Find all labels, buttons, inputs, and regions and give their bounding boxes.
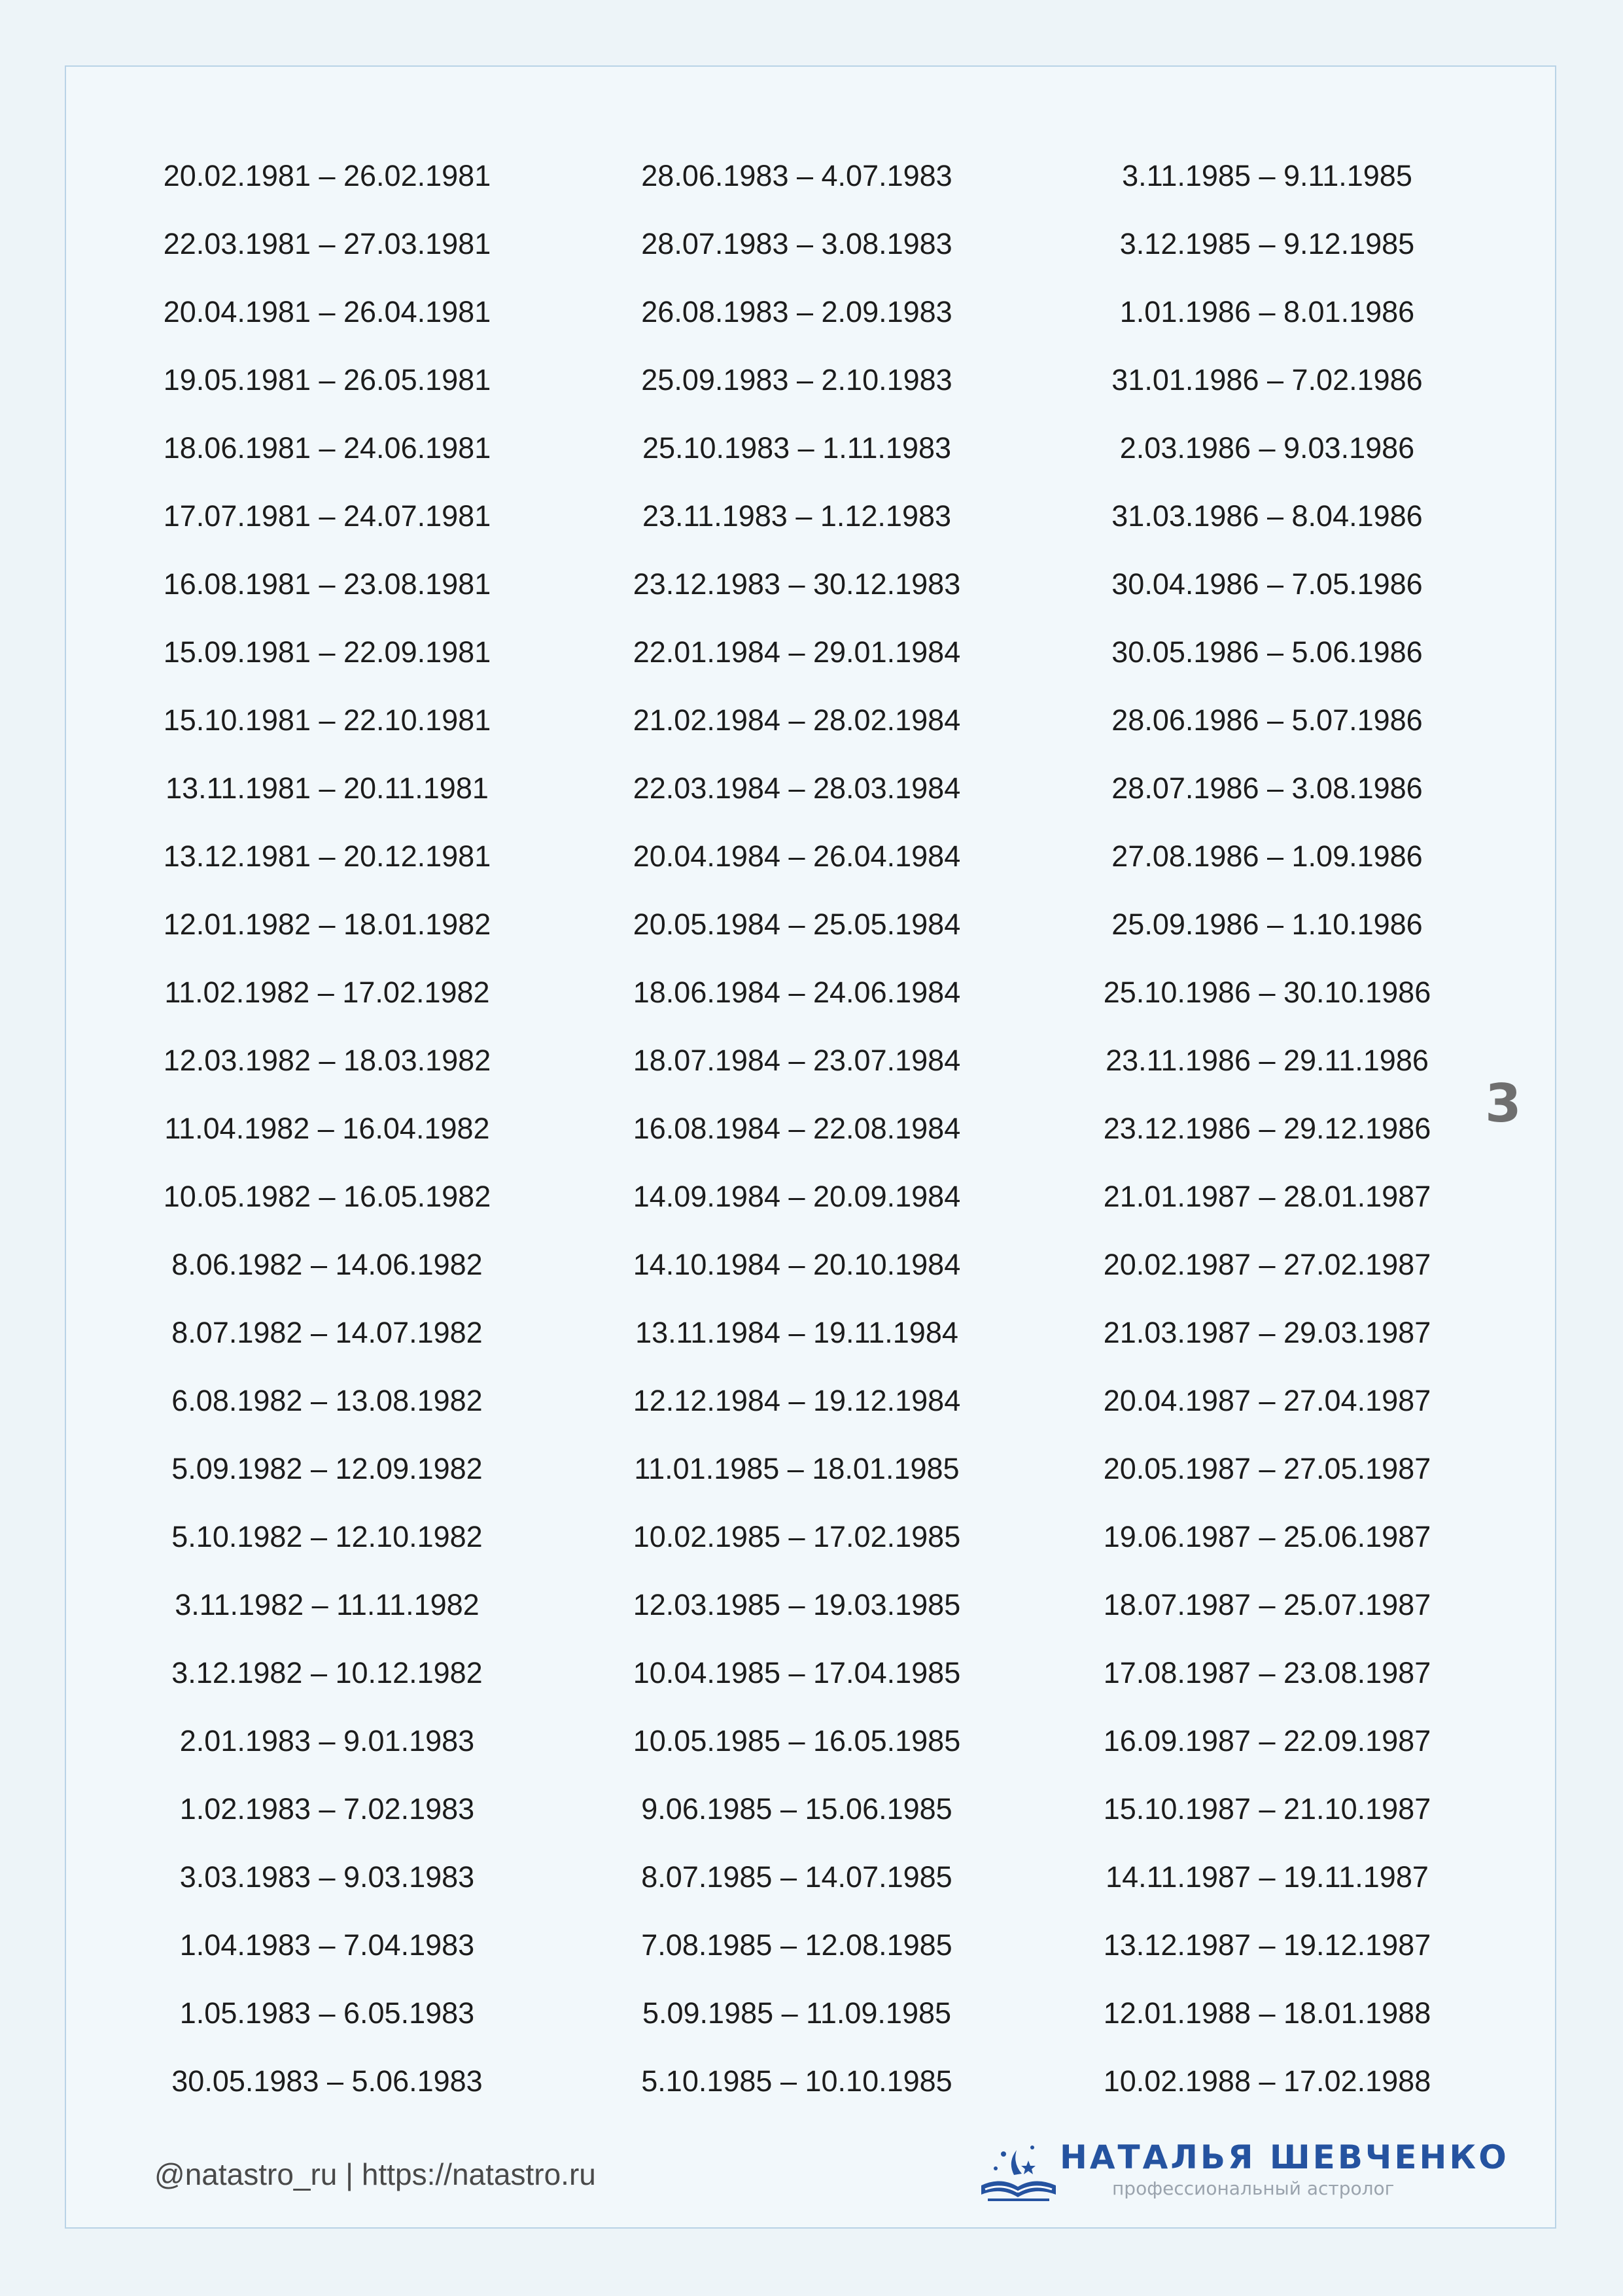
- date-range-row: [1038, 1900, 1496, 1968]
- date-range-text: 2.01.1983 – 9.01.1983: [179, 1724, 475, 1757]
- date-range-row: [568, 675, 1026, 743]
- date-range-row: [568, 1492, 1026, 1560]
- date-range-row: [1038, 1016, 1496, 1084]
- date-range-text: 31.03.1986 – 8.04.1986: [1111, 499, 1423, 533]
- date-range-text: 22.03.1981 – 27.03.1981: [163, 227, 491, 260]
- date-range-text: 15.10.1981 – 22.10.1981: [163, 703, 491, 737]
- date-range-text: 18.07.1984 – 23.07.1984: [633, 1044, 961, 1077]
- date-range-text: 23.12.1986 – 29.12.1986: [1103, 1112, 1431, 1145]
- date-range-row: [1038, 1288, 1496, 1356]
- date-range-row: [1038, 335, 1496, 403]
- date-range-text: 13.11.1984 – 19.11.1984: [635, 1316, 958, 1349]
- date-range-row: [568, 403, 1026, 471]
- date-range-row: [98, 267, 556, 335]
- date-range-row: [98, 131, 556, 199]
- date-range-row: [1038, 1152, 1496, 1220]
- date-range-text: 7.08.1985 – 12.08.1985: [641, 1928, 952, 1962]
- date-range-row: [98, 1968, 556, 2036]
- date-range-text: 28.07.1983 – 3.08.1983: [641, 227, 952, 260]
- date-range-row: [1038, 1628, 1496, 1696]
- date-range-text: 13.12.1987 – 19.12.1987: [1103, 1928, 1431, 1962]
- date-range-row: [1038, 947, 1496, 1016]
- date-range-text: 21.01.1987 – 28.01.1987: [1103, 1180, 1431, 1213]
- date-range-text: 18.06.1984 – 24.06.1984: [633, 976, 961, 1009]
- date-range-text: 10.02.1988 – 17.02.1988: [1103, 2064, 1431, 2098]
- date-range-text: 12.12.1984 – 19.12.1984: [633, 1384, 961, 1417]
- date-range-row: [98, 743, 556, 811]
- date-range-text: 6.08.1982 – 13.08.1982: [171, 1384, 483, 1417]
- date-range-text: 30.04.1986 – 7.05.1986: [1111, 567, 1423, 601]
- date-range-row: [568, 947, 1026, 1016]
- date-range-text: 28.06.1983 – 4.07.1983: [641, 159, 952, 192]
- date-range-row: [568, 539, 1026, 607]
- date-range-text: 14.11.1987 – 19.11.1987: [1106, 1860, 1429, 1894]
- date-range-text: 20.04.1984 – 26.04.1984: [633, 839, 961, 873]
- date-range-row: [1038, 743, 1496, 811]
- brand-logo: [976, 2134, 1509, 2206]
- date-range-row: [568, 131, 1026, 199]
- date-range-row: [568, 471, 1026, 539]
- date-range-text: 26.08.1983 – 2.09.1983: [641, 295, 952, 328]
- date-range-text: 1.01.1986 – 8.01.1986: [1119, 295, 1415, 328]
- date-range-row: [1038, 1424, 1496, 1492]
- date-range-row: [1038, 811, 1496, 879]
- date-range-row: [568, 1968, 1026, 2036]
- date-range-text: 23.11.1986 – 29.11.1986: [1106, 1044, 1429, 1077]
- date-range-row: [98, 539, 556, 607]
- date-range-row: [98, 1424, 556, 1492]
- open-book-logo-icon: [976, 2134, 1062, 2206]
- date-range-row: [98, 403, 556, 471]
- date-range-text: 21.03.1987 – 29.03.1987: [1103, 1316, 1431, 1349]
- date-range-row: [1038, 1492, 1496, 1560]
- date-range-row: [98, 1356, 556, 1424]
- date-range-text: 10.05.1982 – 16.05.1982: [163, 1180, 491, 1213]
- date-range-row: [568, 2036, 1026, 2104]
- date-range-text: 5.10.1985 – 10.10.1985: [641, 2064, 952, 2098]
- date-range-text: 25.10.1983 – 1.11.1983: [642, 431, 952, 465]
- date-range-text: 1.04.1983 – 7.04.1983: [179, 1928, 475, 1962]
- date-range-row: [568, 743, 1026, 811]
- date-range-row: [1038, 675, 1496, 743]
- date-range-text: 25.10.1986 – 30.10.1986: [1103, 976, 1431, 1009]
- date-range-row: [568, 335, 1026, 403]
- brand-subtitle: профессиональный астролог: [1112, 2178, 1395, 2199]
- date-range-row: [1038, 403, 1496, 471]
- date-range-row: [1038, 539, 1496, 607]
- date-range-column-1: [98, 131, 556, 2104]
- date-range-row: [1038, 1084, 1496, 1152]
- date-range-text: 3.11.1985 – 9.11.1985: [1122, 159, 1412, 192]
- date-range-row: [1038, 1220, 1496, 1288]
- date-range-text: 5.10.1982 – 12.10.1982: [171, 1520, 483, 1553]
- date-range-row: [1038, 1764, 1496, 1832]
- date-range-text: 14.10.1984 – 20.10.1984: [633, 1248, 961, 1281]
- date-range-row: [1038, 1832, 1496, 1900]
- date-range-row: [98, 811, 556, 879]
- date-range-row: [568, 1560, 1026, 1628]
- date-range-row: [98, 199, 556, 267]
- date-range-row: [98, 335, 556, 403]
- date-range-text: 23.11.1983 – 1.12.1983: [642, 499, 952, 533]
- date-range-text: 8.07.1982 – 14.07.1982: [171, 1316, 483, 1349]
- date-range-column-2: [568, 131, 1026, 2104]
- date-range-text: 10.02.1985 – 17.02.1985: [633, 1520, 961, 1553]
- date-range-row: [98, 1832, 556, 1900]
- date-range-text: 10.05.1985 – 16.05.1985: [633, 1724, 961, 1757]
- date-range-row: [1038, 607, 1496, 675]
- date-range-text: 11.01.1985 – 18.01.1985: [634, 1452, 960, 1485]
- date-range-row: [568, 1628, 1026, 1696]
- date-range-text: 19.06.1987 – 25.06.1987: [1103, 1520, 1431, 1553]
- date-range-text: 22.01.1984 – 29.01.1984: [633, 635, 961, 669]
- date-range-row: [98, 1288, 556, 1356]
- date-range-row: [568, 1084, 1026, 1152]
- date-range-text: 20.05.1984 – 25.05.1984: [633, 908, 961, 941]
- date-range-text: 13.12.1981 – 20.12.1981: [163, 839, 491, 873]
- date-range-text: 1.05.1983 – 6.05.1983: [179, 1996, 475, 2030]
- date-range-text: 8.06.1982 – 14.06.1982: [171, 1248, 483, 1281]
- date-range-text: 12.03.1982 – 18.03.1982: [163, 1044, 491, 1077]
- date-range-row: [98, 2036, 556, 2104]
- date-range-text: 12.01.1988 – 18.01.1988: [1103, 1996, 1431, 2030]
- date-range-text: 3.12.1985 – 9.12.1985: [1119, 227, 1415, 260]
- date-range-text: 10.04.1985 – 17.04.1985: [633, 1656, 961, 1689]
- date-range-text: 2.03.1986 – 9.03.1986: [1119, 431, 1415, 465]
- date-range-row: [1038, 1968, 1496, 2036]
- date-range-text: 12.03.1985 – 19.03.1985: [633, 1588, 961, 1621]
- date-range-text: 16.08.1981 – 23.08.1981: [163, 567, 491, 601]
- date-range-row: [1038, 1356, 1496, 1424]
- date-range-text: 11.04.1982 – 16.04.1982: [164, 1112, 490, 1145]
- date-range-text: 21.02.1984 – 28.02.1984: [633, 703, 961, 737]
- page-number: 3: [1485, 1073, 1522, 1134]
- date-range-text: 20.02.1987 – 27.02.1987: [1103, 1248, 1431, 1281]
- date-range-text: 12.01.1982 – 18.01.1982: [163, 908, 491, 941]
- date-range-row: [98, 607, 556, 675]
- date-range-text: 28.07.1986 – 3.08.1986: [1111, 771, 1423, 805]
- date-range-text: 17.07.1981 – 24.07.1981: [163, 499, 491, 533]
- date-range-text: 22.03.1984 – 28.03.1984: [633, 771, 961, 805]
- date-range-text: 20.05.1987 – 27.05.1987: [1103, 1452, 1431, 1485]
- date-range-row: [1038, 1560, 1496, 1628]
- date-range-row: [568, 1832, 1026, 1900]
- date-range-row: [568, 811, 1026, 879]
- date-range-text: 9.06.1985 – 15.06.1985: [641, 1792, 952, 1826]
- brand-name: НАТАЛЬЯ ШЕВЧЕНКО: [1060, 2138, 1509, 2176]
- date-range-row: [98, 1764, 556, 1832]
- date-range-text: 30.05.1986 – 5.06.1986: [1111, 635, 1423, 669]
- date-range-text: 18.07.1987 – 25.07.1987: [1103, 1588, 1431, 1621]
- footer-contact-links: @natastro_ru | https://natastro.ru: [154, 2157, 596, 2191]
- date-range-row: [98, 947, 556, 1016]
- date-range-row: [568, 1356, 1026, 1424]
- date-range-row: [568, 199, 1026, 267]
- date-range-text: 16.08.1984 – 22.08.1984: [633, 1112, 961, 1145]
- date-range-text: 23.12.1983 – 30.12.1983: [633, 567, 961, 601]
- date-range-text: 3.11.1982 – 11.11.1982: [175, 1588, 480, 1621]
- date-range-row: [1038, 1696, 1496, 1764]
- date-range-text: 13.11.1981 – 20.11.1981: [166, 771, 489, 805]
- date-range-text: 5.09.1985 – 11.09.1985: [642, 1996, 952, 2030]
- date-range-text: 17.08.1987 – 23.08.1987: [1103, 1656, 1431, 1689]
- date-range-text: 31.01.1986 – 7.02.1986: [1111, 363, 1423, 397]
- date-range-text: 5.09.1982 – 12.09.1982: [171, 1452, 483, 1485]
- date-range-row: [1038, 2036, 1496, 2104]
- date-range-row: [568, 879, 1026, 947]
- date-range-row: [568, 1016, 1026, 1084]
- date-range-text: 16.09.1987 – 22.09.1987: [1103, 1724, 1431, 1757]
- date-range-column-3: [1038, 131, 1496, 2104]
- date-range-row: [98, 1084, 556, 1152]
- date-range-row: [98, 1900, 556, 1968]
- date-range-row: [568, 1424, 1026, 1492]
- date-range-row: [1038, 471, 1496, 539]
- date-range-row: [98, 879, 556, 947]
- date-range-text: 14.09.1984 – 20.09.1984: [633, 1180, 961, 1213]
- date-range-row: [568, 1900, 1026, 1968]
- date-range-text: 1.02.1983 – 7.02.1983: [179, 1792, 475, 1826]
- date-range-row: [568, 1152, 1026, 1220]
- date-range-text: 27.08.1986 – 1.09.1986: [1111, 839, 1423, 873]
- date-range-row: [568, 607, 1026, 675]
- date-range-row: [1038, 879, 1496, 947]
- date-range-text: 18.06.1981 – 24.06.1981: [163, 431, 491, 465]
- date-range-row: [98, 1152, 556, 1220]
- date-range-row: [98, 1696, 556, 1764]
- date-range-text: 25.09.1983 – 2.10.1983: [641, 363, 952, 397]
- date-range-text: 3.03.1983 – 9.03.1983: [179, 1860, 475, 1894]
- date-range-text: 20.04.1987 – 27.04.1987: [1103, 1384, 1431, 1417]
- date-range-text: 28.06.1986 – 5.07.1986: [1111, 703, 1423, 737]
- date-range-row: [98, 471, 556, 539]
- date-range-text: 15.10.1987 – 21.10.1987: [1103, 1792, 1431, 1826]
- date-range-row: [1038, 199, 1496, 267]
- date-range-text: 15.09.1981 – 22.09.1981: [163, 635, 491, 669]
- date-range-text: 20.04.1981 – 26.04.1981: [163, 295, 491, 328]
- date-range-text: 19.05.1981 – 26.05.1981: [163, 363, 491, 397]
- date-range-row: [568, 1288, 1026, 1356]
- date-range-text: 3.12.1982 – 10.12.1982: [171, 1656, 483, 1689]
- date-range-row: [98, 1628, 556, 1696]
- date-range-row: [98, 1492, 556, 1560]
- date-range-row: [98, 675, 556, 743]
- date-range-row: [98, 1560, 556, 1628]
- date-range-row: [568, 1220, 1026, 1288]
- date-range-text: 25.09.1986 – 1.10.1986: [1111, 908, 1423, 941]
- date-range-text: 11.02.1982 – 17.02.1982: [164, 976, 490, 1009]
- date-range-text: 30.05.1983 – 5.06.1983: [171, 2064, 483, 2098]
- date-range-row: [568, 1696, 1026, 1764]
- date-range-text: 20.02.1981 – 26.02.1981: [163, 159, 491, 192]
- date-range-row: [568, 267, 1026, 335]
- date-range-text: 8.07.1985 – 14.07.1985: [641, 1860, 952, 1894]
- date-range-row: [1038, 131, 1496, 199]
- date-range-row: [98, 1016, 556, 1084]
- date-range-row: [1038, 267, 1496, 335]
